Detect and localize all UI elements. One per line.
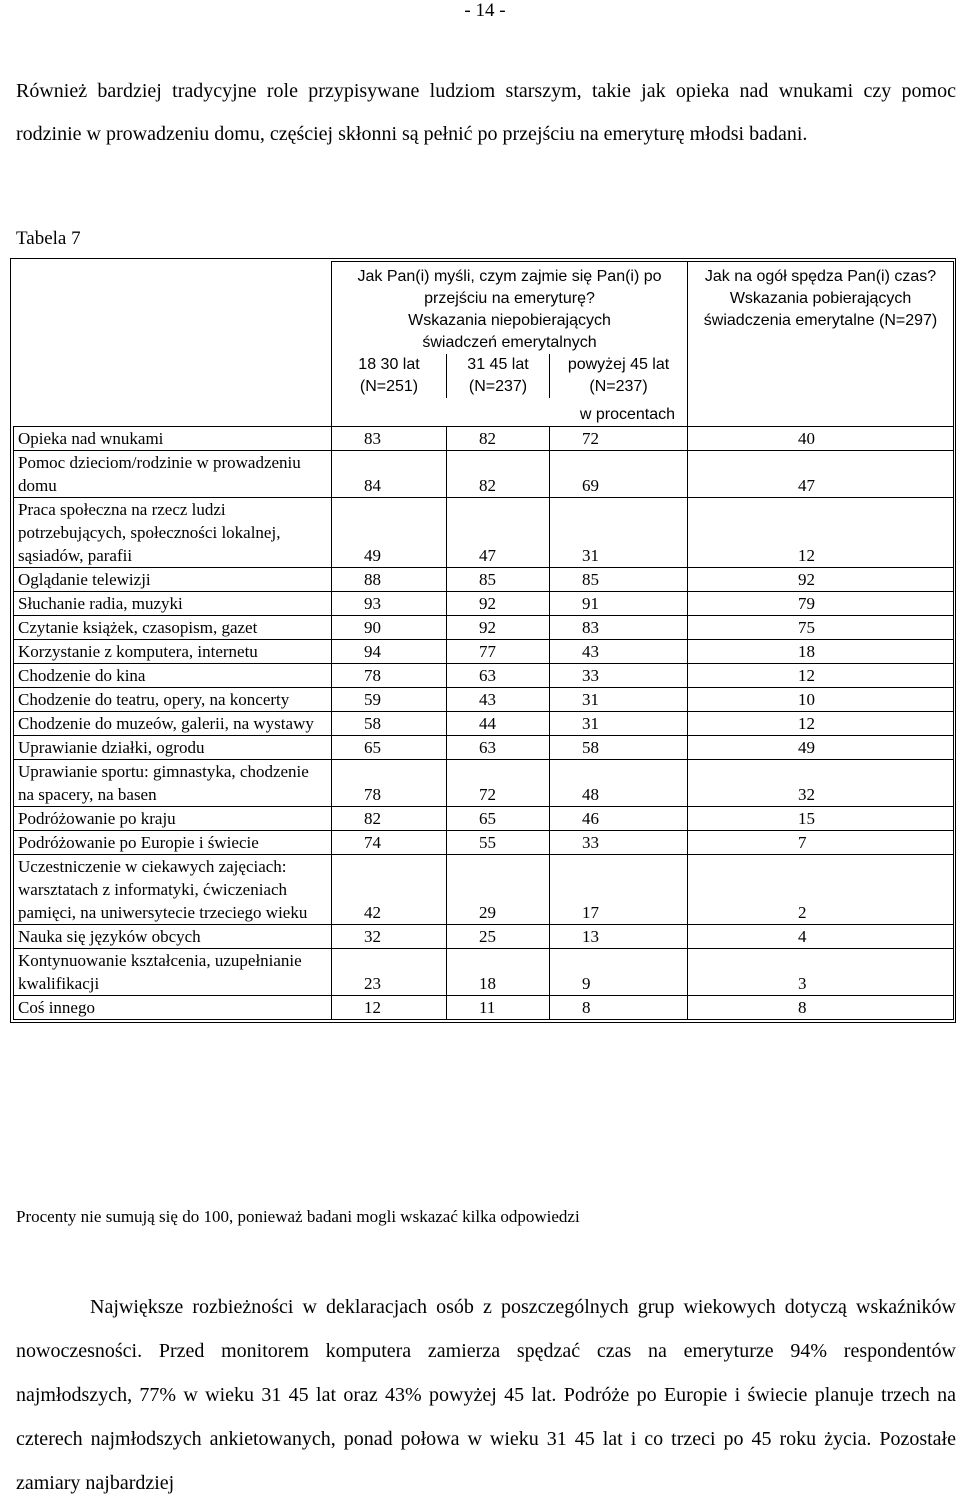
table-row (14, 616, 954, 640)
row-label: Podróżowanie po Europie i świecie (14, 831, 332, 855)
row-value-col-2: 72 (447, 760, 550, 807)
row-label: Chodzenie do kina (14, 664, 332, 688)
row-label: Praca społeczna na rzecz ludzi potrzebujących, społeczności lokalnej, sąsiadów, parafii (14, 498, 332, 568)
row-value-col-1: 32 (332, 925, 447, 949)
row-value-col-4: 15 (688, 807, 954, 831)
row-value-col-1: 84 (332, 451, 447, 498)
row-value-col-2: 92 (447, 592, 550, 616)
header-col-2: 31 45 lat (N=237) (447, 354, 550, 398)
header-empty-cell (14, 262, 332, 355)
row-label: Chodzenie do muzeów, galerii, na wystawy (14, 712, 332, 736)
row-value-col-3: 46 (550, 807, 688, 831)
row-value-col-2: 63 (447, 664, 550, 688)
row-value-col-1: 74 (332, 831, 447, 855)
table-row (14, 760, 954, 807)
row-value-col-2: 47 (447, 498, 550, 568)
table-row (14, 451, 954, 498)
row-label: Nauka się języków obcych (14, 925, 332, 949)
row-label: Uprawianie działki, ogrodu (14, 736, 332, 760)
row-value-col-3: 72 (550, 427, 688, 451)
row-value-col-3: 33 (550, 664, 688, 688)
row-value-col-2: 25 (447, 925, 550, 949)
table-row (14, 996, 954, 1020)
row-value-col-4: 18 (688, 640, 954, 664)
header-q1-text: Jak Pan(i) myśli, czym zajmie się Pan(i) po przejściu na emeryturę? (357, 268, 662, 307)
row-value-col-3: 83 (550, 616, 688, 640)
table-row (14, 427, 954, 451)
row-label: Słuchanie radia, muzyki (14, 592, 332, 616)
page-number: - 14 - (464, 0, 506, 21)
header-empty-cell-2 (14, 354, 332, 398)
header-empty-cell-3 (14, 398, 332, 427)
table-row (14, 949, 954, 996)
row-label: Pomoc dzieciom/rodzinie w prowadzeniu domu (14, 451, 332, 498)
row-value-col-3: 69 (550, 451, 688, 498)
row-value-col-2: 77 (447, 640, 550, 664)
table-row (14, 592, 954, 616)
row-value-col-2: 82 (447, 451, 550, 498)
row-value-col-2: 18 (447, 949, 550, 996)
row-value-col-4: 12 (688, 664, 954, 688)
row-value-col-4: 7 (688, 831, 954, 855)
row-label: Uprawianie sportu: gimnastyka, chodzenie na spacery, na basen (14, 760, 332, 807)
row-value-col-4: 12 (688, 712, 954, 736)
row-label: Coś innego (14, 996, 332, 1020)
row-value-col-3: 13 (550, 925, 688, 949)
header-unit: w procentach (332, 398, 688, 427)
row-value-col-1: 65 (332, 736, 447, 760)
table-row (14, 568, 954, 592)
row-value-col-3: 91 (550, 592, 688, 616)
row-value-col-3: 85 (550, 568, 688, 592)
row-value-col-4: 79 (688, 592, 954, 616)
table-row (14, 736, 954, 760)
row-value-col-3: 31 (550, 688, 688, 712)
row-label: Korzystanie z komputera, internetu (14, 640, 332, 664)
row-value-col-2: 29 (447, 855, 550, 925)
header-q2-text: Jak na ogół spędza Pan(i) czas? (704, 268, 937, 285)
row-value-col-2: 63 (447, 736, 550, 760)
row-value-col-4: 12 (688, 498, 954, 568)
row-label: Kontynuowanie kształcenia, uzupełnianie kwalifikacji (14, 949, 332, 996)
row-value-col-3: 43 (550, 640, 688, 664)
row-value-col-1: 23 (332, 949, 447, 996)
row-label: Uczestniczenie w ciekawych zajęciach: warsztatach z informatyki, ćwiczeniach pamięci, na uniwersytecie trzeciego wieku (14, 855, 332, 925)
row-value-col-4: 32 (688, 760, 954, 807)
row-value-col-1: 59 (332, 688, 447, 712)
row-value-col-1: 83 (332, 427, 447, 451)
table-row (14, 498, 954, 568)
row-value-col-3: 58 (550, 736, 688, 760)
row-value-col-3: 31 (550, 712, 688, 736)
row-value-col-4: 75 (688, 616, 954, 640)
row-value-col-4: 4 (688, 925, 954, 949)
row-value-col-4: 10 (688, 688, 954, 712)
row-value-col-2: 43 (447, 688, 550, 712)
header-q2-subtext: Wskazania pobierających świadczenia emerytalne (N=297) (703, 290, 938, 329)
table-row (14, 688, 954, 712)
row-value-col-1: 88 (332, 568, 447, 592)
row-value-col-4: 92 (688, 568, 954, 592)
row-value-col-2: 44 (447, 712, 550, 736)
row-value-col-3: 8 (550, 996, 688, 1020)
table-caption: Tabela 7 (16, 228, 81, 249)
table-footnote: Procenty nie sumują się do 100, ponieważ badani mogli wskazać kilka odpowiedzi (16, 1207, 580, 1226)
row-value-col-3: 31 (550, 498, 688, 568)
row-value-col-1: 42 (332, 855, 447, 925)
row-value-col-1: 58 (332, 712, 447, 736)
results-table (13, 261, 954, 1020)
row-value-col-4: 47 (688, 451, 954, 498)
header-q1-subtext: Wskazania niepobierających świadczeń emerytalnych (408, 312, 611, 351)
table-row (14, 831, 954, 855)
table-row (14, 925, 954, 949)
header-col-1: 18 30 lat (N=251) (332, 354, 447, 398)
row-label: Oglądanie telewizji (14, 568, 332, 592)
row-value-col-3: 33 (550, 831, 688, 855)
row-label: Opieka nad wnukami (14, 427, 332, 451)
row-value-col-3: 48 (550, 760, 688, 807)
row-value-col-4: 2 (688, 855, 954, 925)
row-value-col-2: 65 (447, 807, 550, 831)
table-body (14, 427, 954, 1020)
row-value-col-4: 8 (688, 996, 954, 1020)
row-value-col-1: 90 (332, 616, 447, 640)
row-value-col-4: 49 (688, 736, 954, 760)
row-value-col-1: 12 (332, 996, 447, 1020)
row-value-col-2: 92 (447, 616, 550, 640)
intro-paragraph: Również bardziej tradycyjne role przypisywane ludziom starszym, takie jak opieka nad wnukami czy pomoc rodzinie w prowadzeniu domu, częściej skłonni są pełnić po przejściu na emeryturę młodsi badani. (16, 80, 956, 145)
row-label: Chodzenie do teatru, opery, na koncerty (14, 688, 332, 712)
table-frame (10, 258, 956, 1023)
table-row (14, 807, 954, 831)
row-value-col-1: 82 (332, 807, 447, 831)
table-row (14, 855, 954, 925)
row-value-col-2: 55 (447, 831, 550, 855)
table-row (14, 640, 954, 664)
row-value-col-3: 17 (550, 855, 688, 925)
table-row (14, 712, 954, 736)
row-value-col-1: 78 (332, 664, 447, 688)
row-value-col-1: 94 (332, 640, 447, 664)
row-value-col-2: 11 (447, 996, 550, 1020)
row-label: Czytanie książek, czasopism, gazet (14, 616, 332, 640)
row-value-col-4: 3 (688, 949, 954, 996)
header-question-1 (332, 262, 688, 355)
header-question-2 (688, 262, 954, 427)
row-value-col-2: 85 (447, 568, 550, 592)
row-value-col-1: 49 (332, 498, 447, 568)
table-row (14, 664, 954, 688)
closing-paragraph: Największe rozbieżności w deklaracjach osób z poszczególnych grup wiekowych dotyczą wskaźników nowoczesności. Przed monitorem komputera zamierza spędzać czas na emeryturze 94% respondentów najmłodszych, 77% w wieku 31 45 lat oraz 43% powyżej 45 lat. Podróże po Europie i świecie planuje trzech na czterech najmłodszych ankietowanych, ponad połowa w wieku 31 45 lat i co trzeci po 45 roku życia. Pozostałe zamiary najbardziej (16, 1296, 956, 1494)
row-value-col-2: 82 (447, 427, 550, 451)
row-value-col-1: 93 (332, 592, 447, 616)
row-value-col-4: 40 (688, 427, 954, 451)
row-value-col-1: 78 (332, 760, 447, 807)
header-col-3: powyżej 45 lat (N=237) (550, 354, 688, 398)
row-label: Podróżowanie po kraju (14, 807, 332, 831)
row-value-col-3: 9 (550, 949, 688, 996)
